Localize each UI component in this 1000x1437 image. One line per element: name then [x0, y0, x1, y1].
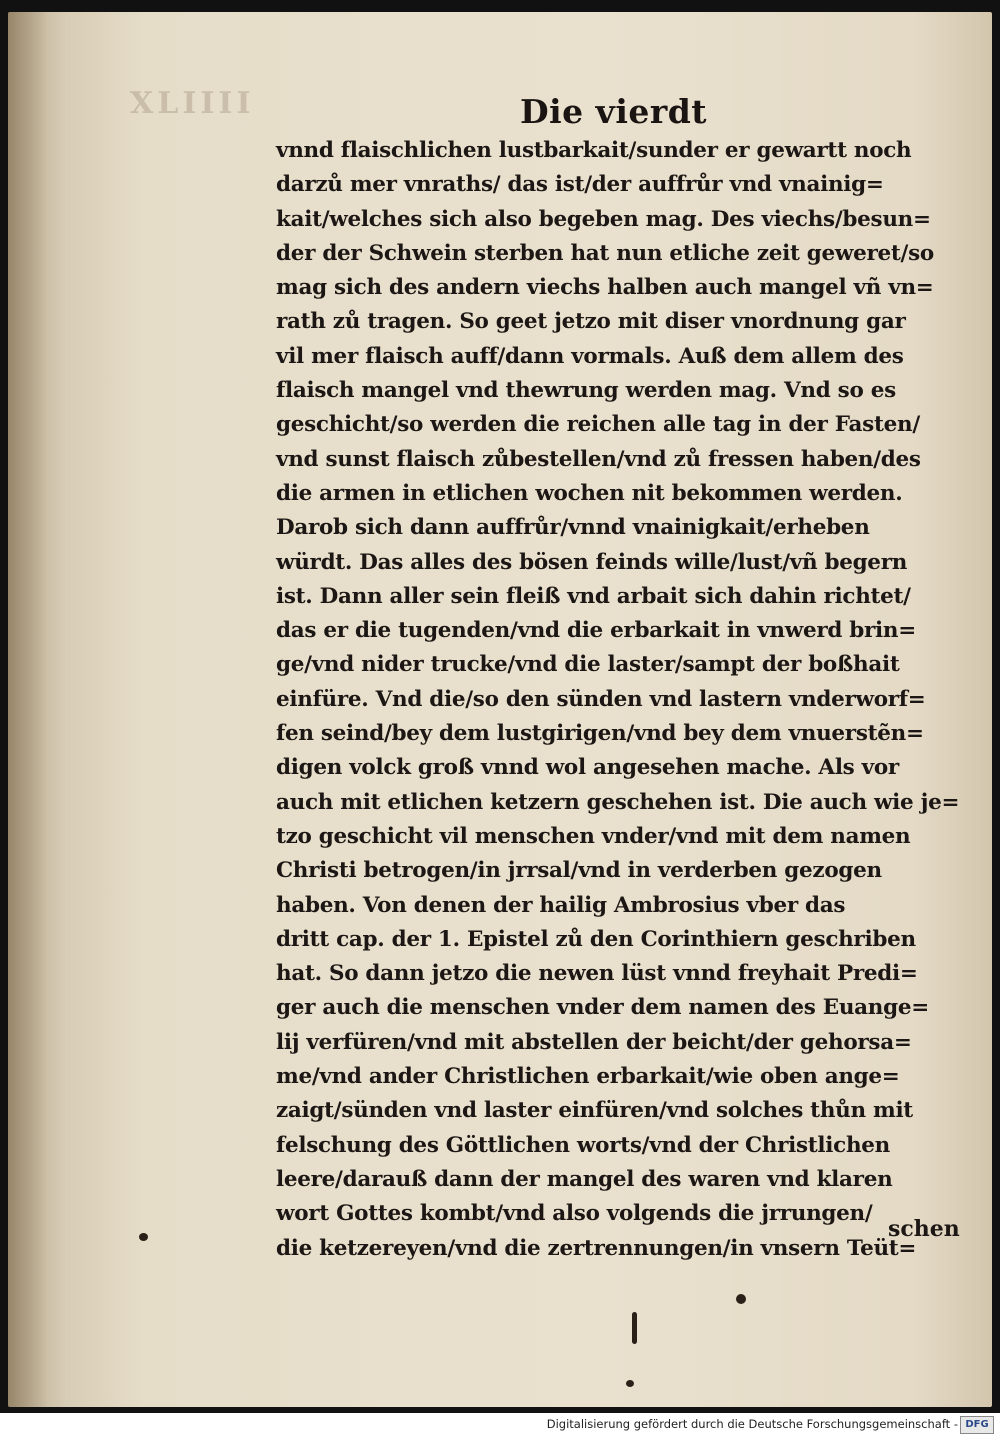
text-line: hat. So dann jetzo die newen lüst vnnd freyhait Predi=: [276, 961, 918, 987]
text-line: rath zů tragen. So geet jetzo mit diser vnordnung gar: [276, 309, 906, 335]
text-line: ger auch die menschen vnder dem namen des Euange=: [276, 995, 929, 1021]
text-line: Darob sich dann auffrůr/vnnd vnainigkait/erheben: [276, 515, 870, 541]
text-line: digen volck groß vnnd wol angesehen mache. Als vor: [276, 755, 899, 781]
text-line: vnnd flaischlichen lustbarkait/sunder er gewartt noch: [276, 138, 912, 163]
catchword: schen: [888, 1216, 960, 1242]
ink-spot: [626, 1380, 634, 1387]
text-line: einfüre. Vnd die/so den sünden vnd lastern vnderworf=: [276, 686, 926, 712]
text-line: leere/darauß dann der mangel des waren vnd klaren: [276, 1166, 893, 1192]
text-line: mag sich des andern viechs halben auch mangel vñ vn=: [276, 275, 934, 301]
text-block: [276, 134, 976, 1266]
text-line: vnd sunst flaisch zůbestellen/vnd zů fressen haben/des: [276, 446, 921, 472]
bleed-through-folio: XLIIII: [130, 86, 255, 121]
text-line: felschung des Göttlichen worts/vnd der Christlichen: [276, 1132, 890, 1158]
ink-spot: [139, 1233, 148, 1241]
text-line: zaigt/sünden vnd laster einfüren/vnd solches thůn mit: [276, 1098, 913, 1124]
text-line: vil mer flaisch auff/dann vormals. Auß dem allem des: [276, 343, 904, 369]
text-line: fen seind/bey dem lustgirigen/vnd bey dem vnuerstẽn=: [276, 721, 924, 747]
text-line: auch mit etlichen ketzern geschehen ist. Die auch wie je=: [276, 789, 960, 815]
text-line: die armen in etlichen wochen nit bekommen werden.: [276, 480, 903, 506]
text-line: Christi betrogen/in jrrsal/vnd in verderben gezogen: [276, 858, 882, 884]
text-line: lij verfüren/vnd mit abstellen der beicht/der gehorsa=: [276, 1029, 912, 1055]
text-line: die ketzereyen/vnd die zertrennungen/in vnsern Teüt=: [276, 1235, 917, 1261]
text-line: geschicht/so werden die reichen alle tag in der Fasten/: [276, 412, 920, 438]
running-head: Die vierdt: [520, 92, 708, 131]
text-line: würdt. Das alles des bösen feinds wille/lust/vñ begern: [276, 549, 908, 575]
page-gutter-shadow: [8, 12, 48, 1407]
funding-notice: Digitalisierung gefördert durch die Deutsche Forschungsgemeinschaft -: [546, 1417, 958, 1431]
text-line: darzů mer vnraths/ das ist/der auffrůr vnd vnainig=: [276, 172, 884, 198]
ink-spot: [736, 1294, 746, 1304]
ink-stroke: [632, 1312, 637, 1344]
text-line: das er die tugenden/vnd die erbarkait in vnwerd brin=: [276, 618, 916, 644]
text-line: tzo geschicht vil menschen vnder/vnd mit dem namen: [276, 823, 911, 849]
text-line: wort Gottes kombt/vnd also volgends die jrrungen/: [276, 1201, 873, 1227]
text-line: ge/vnd nider trucke/vnd die laster/sampt der boßhait: [276, 652, 900, 678]
text-line: dritt cap. der 1. Epistel zů den Corinthiern geschriben: [276, 926, 916, 952]
text-line: kait/welches sich also begeben mag. Des viechs/besun=: [276, 206, 931, 232]
text-line: flaisch mangel vnd thewrung werden mag. Vnd so es: [276, 378, 896, 404]
text-line: me/vnd ander Christlichen erbarkait/wie oben ange=: [276, 1064, 900, 1090]
dfg-logo: DFG: [960, 1416, 994, 1434]
text-line: der der Schwein sterben hat nun etliche zeit geweret/so: [276, 240, 934, 266]
footer-bar: [0, 1413, 1000, 1437]
text-line: ist. Dann aller sein fleiß vnd arbait sich dahin richtet/: [276, 583, 911, 609]
text-line: haben. Von denen der hailig Ambrosius vber das: [276, 892, 846, 918]
